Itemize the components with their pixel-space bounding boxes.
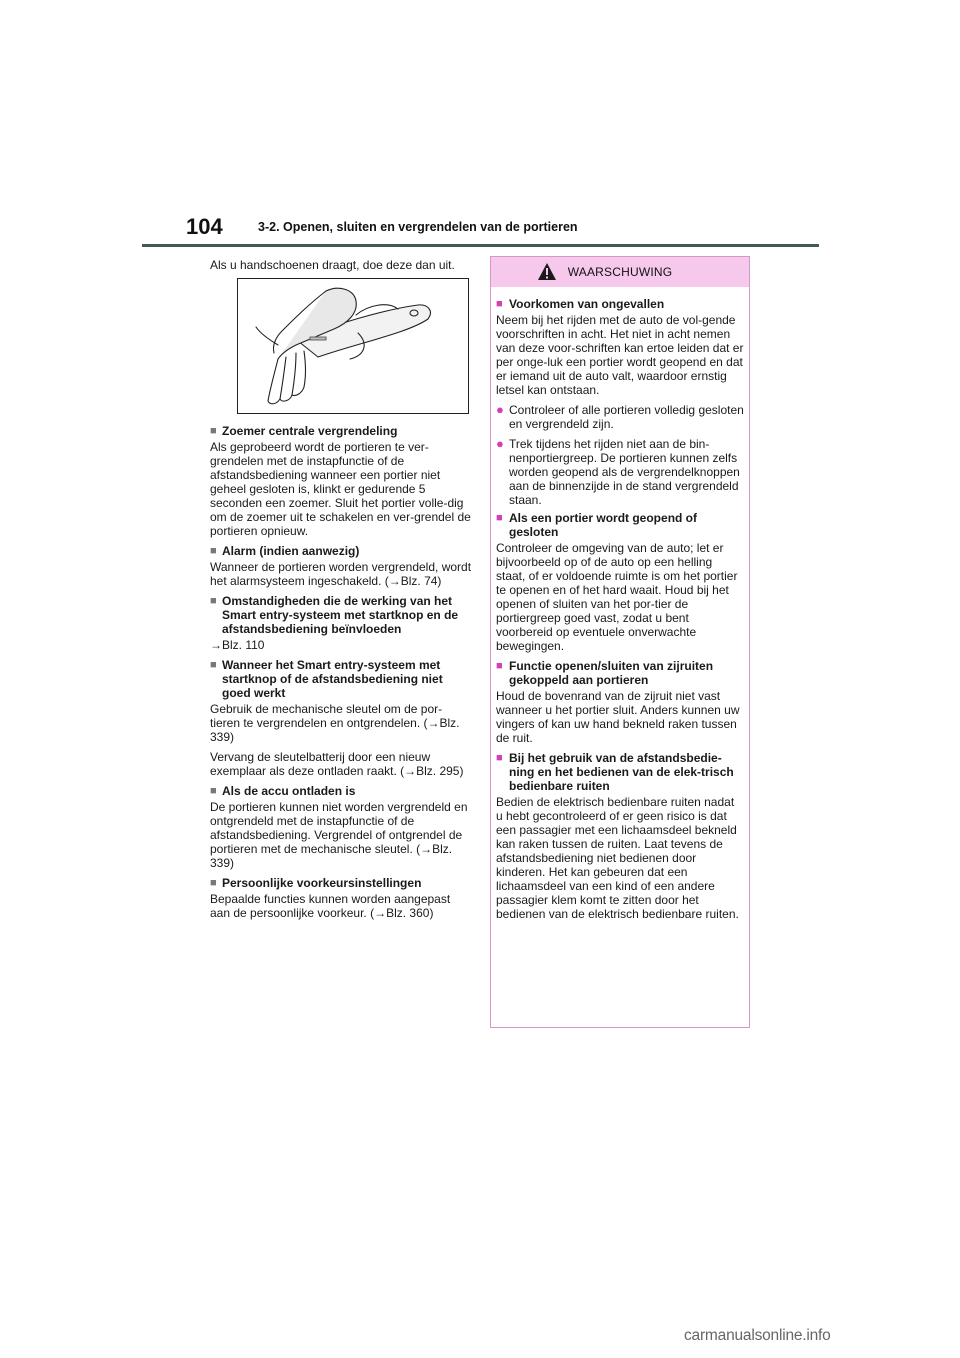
section-accu — [210, 784, 472, 870]
section-paragraph: De portieren kunnen niet worden vergrendeld en ontgrendeld met de instapfunctie of de afstandsbediening. Vergrendel of ontgrendel de portieren met de mechanische sleutel. (→Blz. 339) — [210, 800, 468, 870]
warning-heading-text: Voorkomen van ongevallen — [509, 297, 665, 311]
warning-heading-text: Bij het gebruik van de afstandsbedie-ning en het bedienen van de elek-trisch bedienbare ruiten — [509, 751, 734, 793]
section-heading — [210, 784, 472, 798]
left-column — [210, 258, 472, 926]
square-bullet-icon: ■ — [496, 298, 503, 310]
section-paragraph: Vervang de sleutelbatterij door een nieuw exemplaar als deze ontladen raakt. (→Blz. 295) — [210, 750, 464, 778]
section-alarm — [210, 544, 472, 588]
warning-triangle-icon — [537, 262, 557, 281]
warning-heading — [496, 297, 744, 311]
square-bullet-icon: ■ — [496, 512, 503, 524]
square-bullet-icon: ■ — [210, 545, 217, 557]
section-voorkeur — [210, 876, 472, 920]
section-heading — [210, 544, 472, 558]
watermark: carmanualsonline.info — [684, 1327, 831, 1344]
warning-paragraph: Bedien de elektrisch bedienbare ruiten nadat u hebt gecontroleerd of er geen risico is dat een passagier met een lichaamsdeel bekneld kan raken tussen de ruiten. Laat tevens de afstandsbediening niet bedienen door kinderen. Het kan gebeuren dat een lichaamsdeel van een kind of een andere passagier klem komt te zitten door het bedienen van de elektrisch bedienbare ruiten. — [496, 795, 739, 921]
section-omstandigheden — [210, 594, 472, 652]
warning-paragraph: Controleer de omgeving van de auto; let er bijvoorbeeld op of de auto op een helling staat, of er voldoende ruimte is om het portier te openen en of het hard waait. Houd bij het openen of sluiten van het por-tier de portiergreep goed vast, zodat u bent voorbereid op eventuele onverwachte bewegingen. — [496, 541, 738, 653]
section-title: 3-2. Openen, sluiten en vergrendelen van de portieren — [258, 220, 578, 234]
section-paragraph: Wanneer de portieren worden vergrendeld, wordt het alarmsysteem ingeschakeld. (→Blz. 74) — [210, 560, 472, 588]
warning-body — [491, 287, 749, 921]
section-heading-text: Persoonlijke voorkeursinstellingen — [222, 876, 422, 890]
header-rule — [142, 244, 819, 247]
hand-illustration-svg — [238, 279, 468, 413]
section-heading — [210, 658, 472, 700]
section-heading-text: Als de accu ontladen is — [222, 784, 356, 798]
section-heading-text: Omstandigheden die de werking van het Smart entry-systeem met startknop en de afstandsbediening beïnvloeden — [222, 594, 459, 636]
square-bullet-icon: ■ — [210, 877, 217, 889]
intro-text: Als u handschoenen draagt, doe deze dan uit. — [210, 258, 455, 272]
warning-heading — [496, 659, 744, 687]
warning-bullet-text: Controleer of alle portieren volledig gesloten en vergrendeld zijn. — [509, 403, 744, 431]
warning-bullet-text: Trek tijdens het rijden niet aan de bin-nenportiergreep. De portieren kunnen zelfs worden geopend als de vergrendelknoppen aan de binnenzijde in de stand vergrendeld staan. — [509, 437, 740, 507]
square-bullet-icon: ■ — [210, 425, 217, 437]
warning-heading — [496, 751, 744, 793]
warning-header — [491, 257, 749, 287]
circle-bullet-icon: ● — [496, 402, 504, 417]
section-paragraph: Bepaalde functies kunnen worden aangepast aan de persoonlijke voorkeur. (→Blz. 360) — [210, 892, 451, 920]
circle-bullet-icon: ● — [496, 436, 504, 451]
section-heading — [210, 876, 472, 890]
section-paragraph: Gebruik de mechanische sleutel om de por-tieren te vergrendelen en ontgrendelen. (→Blz. 339) — [210, 702, 460, 744]
warning-paragraph: Neem bij het rijden met de auto de vol-gende voorschriften in acht. Het niet in acht nemen van deze voor-schriften kan ertoe leiden dat er per onge-luk een portier wordt geopend en dat er iemand uit de auto valt, waardoor ernstig letsel kan ontstaan. — [496, 313, 744, 397]
section-heading-text: Alarm (indien aanwezig) — [222, 544, 360, 558]
section-paragraph: Als geprobeerd wordt de portieren te ver-grendelen met de instapfunctie of de afstandsbediening wanneer een portier niet geheel gesloten is, klinkt er gedurende 5 seconden een zoemer. Sluit het portier volle-dig om de zoemer uit te schakelen en ver-grendel de portieren opnieuw. — [210, 440, 471, 538]
warning-bullet — [496, 437, 744, 507]
page-reference-link[interactable]: →Blz. 110 — [210, 638, 265, 652]
square-bullet-icon: ■ — [210, 785, 217, 797]
warning-bullet — [496, 403, 744, 431]
warning-paragraph: Houd de bovenrand van de zijruit niet vast wanneer u het portier sluit. Anders kunnen uw vingers of kan uw hand bekneld raken tussen de ruit. — [496, 689, 740, 745]
section-zoemer — [210, 424, 472, 538]
square-bullet-icon: ■ — [210, 595, 217, 607]
warning-heading — [496, 511, 744, 539]
hand-on-door-handle-illustration — [237, 278, 469, 414]
section-heading-text: Zoemer centrale vergrendeling — [222, 424, 398, 438]
warning-heading-text: Als een portier wordt geopend of gesloten — [509, 511, 698, 539]
square-bullet-icon: ■ — [496, 752, 503, 764]
section-heading-text: Wanneer het Smart entry-systeem met startknop of de afstandsbediening niet goed werkt — [222, 658, 443, 700]
square-bullet-icon: ■ — [210, 659, 217, 671]
page-number: 104 — [186, 214, 223, 239]
section-heading — [210, 424, 472, 438]
square-bullet-icon: ■ — [496, 660, 503, 672]
warning-heading-text: Functie openen/sluiten van zijruiten gekoppeld aan portieren — [509, 659, 714, 687]
section-niet-goed-werkt — [210, 658, 472, 778]
warning-title: WAARSCHUWING — [567, 265, 673, 279]
section-heading — [210, 594, 472, 636]
warning-box — [490, 256, 750, 1028]
